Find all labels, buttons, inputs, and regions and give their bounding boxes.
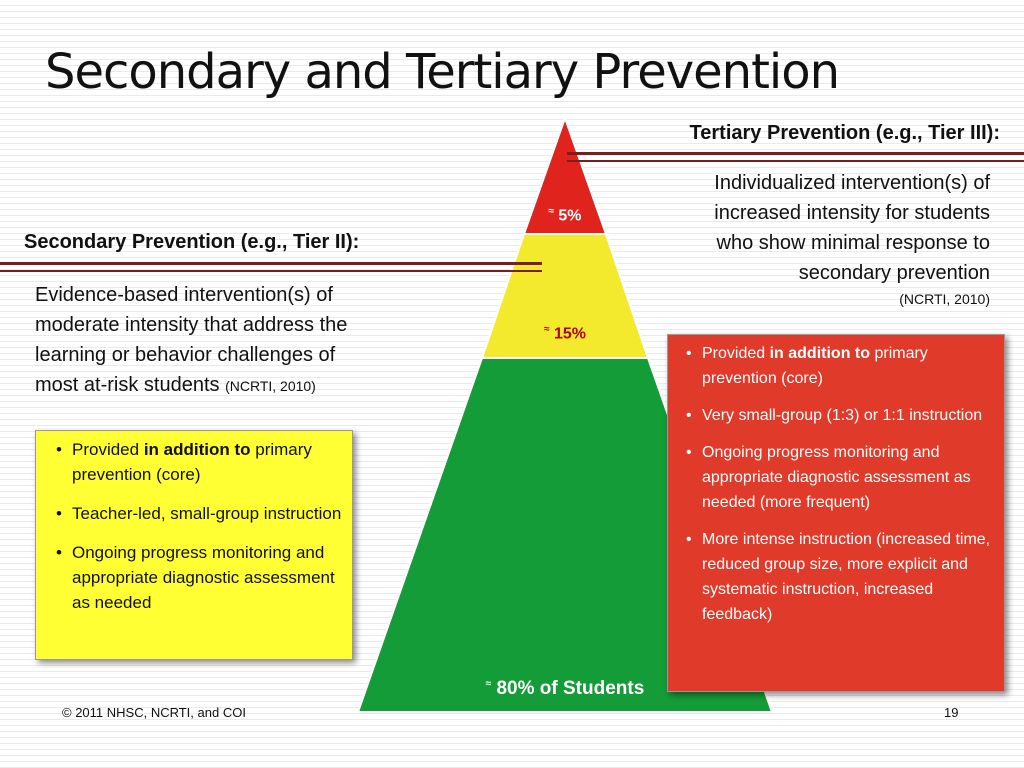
tertiary-bullets-box bbox=[667, 334, 1005, 692]
secondary-heading: Secondary Prevention (e.g., Tier II): bbox=[24, 231, 360, 253]
tier-2-label: ≈ 15% bbox=[544, 324, 586, 343]
tertiary-rule-top bbox=[567, 152, 1024, 155]
list-item: • Provided in addition to primary prevention (core) bbox=[686, 345, 928, 387]
list-item: • Teacher-led, small-group instruction bbox=[56, 504, 342, 523]
secondary-description: Evidence-based intervention(s) of moderate intensity that address the learning or behavior challenges of most at-risk students (NCRTI, 2010) bbox=[35, 284, 348, 396]
slide-title: Secondary and Tertiary Prevention bbox=[45, 44, 840, 100]
list-item: • Provided in addition to primary prevention (core) bbox=[56, 440, 312, 484]
copyright-footer: © 2011 NHSC, NCRTI, and COI bbox=[62, 705, 246, 720]
list-item: • Ongoing progress monitoring and appropriate diagnostic assessment as needed bbox=[56, 543, 335, 612]
tertiary-description: Individualized intervention(s) of increased intensity for students who show minimal response to secondary prevention (NCRTI, 2010) bbox=[714, 168, 990, 310]
tertiary-citation: (NCRTI, 2010) bbox=[899, 291, 990, 307]
secondary-rule-top bbox=[0, 262, 542, 265]
secondary-citation: (NCRTI, 2010) bbox=[225, 378, 316, 394]
page-number: 19 bbox=[944, 705, 959, 720]
list-item: • Ongoing progress monitoring and appropriate diagnostic assessment as needed (more frequent) bbox=[686, 444, 971, 511]
tertiary-heading: Tertiary Prevention (e.g., Tier III): bbox=[689, 122, 1000, 144]
tier-3-label: ≈ 5% bbox=[548, 206, 582, 225]
secondary-rule-bottom bbox=[0, 270, 542, 272]
tier-1-label: ≈ 80% of Students bbox=[485, 678, 645, 699]
secondary-bullets-box bbox=[35, 430, 353, 660]
list-item: • More intense instruction (increased time, reduced group size, more explicit and systematic instruction, increased feedback) bbox=[686, 531, 991, 623]
tertiary-rule-bottom bbox=[567, 160, 1024, 162]
list-item: • Very small-group (1:3) or 1:1 instruction bbox=[686, 407, 983, 424]
